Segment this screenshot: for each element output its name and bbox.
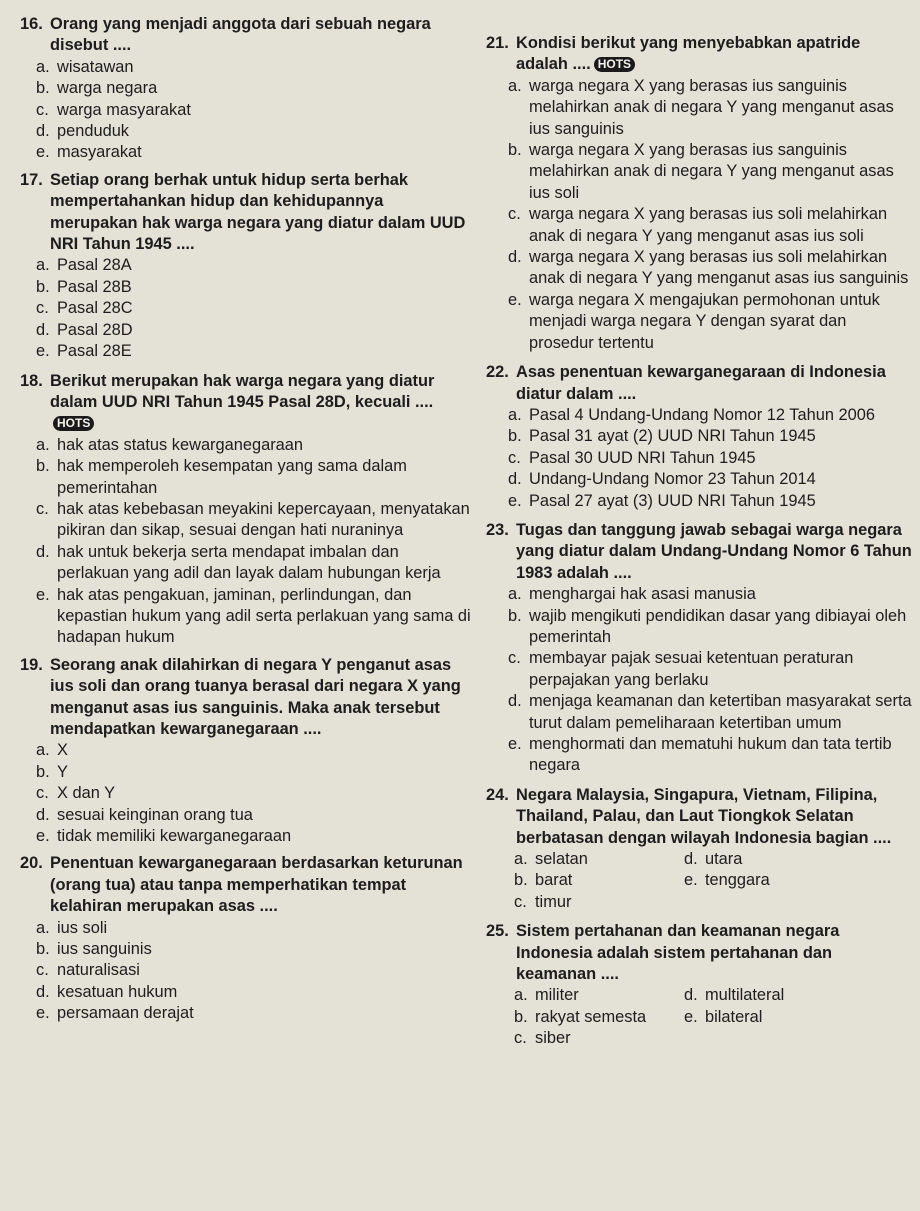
question-18	[20, 371, 472, 649]
question-text: Kondisi berikut yang menyebabkan apatride adalah ....	[516, 34, 861, 74]
hots-badge: HOTS	[53, 416, 94, 431]
option-b[interactable]: b. Y	[36, 762, 68, 781]
option-d[interactable]: d. hak untuk bekerja serta mendapat imbalan dan perlakuan yang adil dan layak dalam hubungan kerja	[36, 542, 441, 583]
option-c[interactable]: c. hak atas kebebasan meyakini kepercayaan, menyatakan pikiran dan sikap, sesuai dengan hati nuraninya	[36, 499, 470, 540]
question-16	[20, 14, 472, 164]
options-grid	[486, 985, 912, 1049]
question-text: Berikut merupakan hak warga negara yang diatur dalam UUD NRI Tahun 1945 Pasal 28D, kecuali ....	[50, 371, 435, 411]
option-e[interactable]: e. tenggara	[684, 871, 770, 890]
question-number: 24.	[486, 785, 509, 804]
question-24	[486, 785, 912, 913]
question-number: 18.	[20, 371, 43, 390]
hots-badge: HOTS	[594, 57, 635, 72]
option-e[interactable]: e. Pasal 27 ayat (3) UUD NRI Tahun 1945	[508, 491, 816, 510]
option-d[interactable]: d. Undang-Undang Nomor 23 Tahun 2014	[508, 470, 816, 489]
option-a[interactable]: a. X	[36, 741, 68, 760]
question-number: 20.	[20, 854, 43, 873]
option-a[interactable]: a. militer	[514, 986, 579, 1005]
option-a[interactable]: a. hak atas status kewarganegaraan	[36, 435, 304, 454]
question-number: 16.	[20, 15, 43, 33]
option-d[interactable]: d. sesuai keinginan orang tua	[36, 805, 253, 824]
question-text: Setiap orang berhak untuk hidup serta berhak mempertahankan hidup dan kehidupannya merupakan hak warga negara yang diatur dalam UUD NRI Tahun 1945 ....	[50, 170, 466, 254]
question-20	[20, 853, 472, 1024]
option-c[interactable]: c. membayar pajak sesuai ketentuan peraturan perpajakan yang berlaku	[508, 649, 854, 689]
question-text: Penentuan kewarganegaraan berdasarkan keturunan (orang tua) atau tanpa memperhatikan tempat kelahiran merupakan asas ....	[50, 854, 463, 916]
option-c[interactable]: c. Pasal 30 UUD NRI Tahun 1945	[508, 448, 756, 467]
option-a[interactable]: a. wisatawan	[36, 57, 134, 76]
option-d[interactable]: d. utara	[684, 850, 743, 869]
option-e[interactable]: e. Pasal 28E	[36, 342, 132, 361]
option-e[interactable]: e. persamaan derajat	[36, 1004, 194, 1023]
question-17	[20, 170, 472, 363]
option-e[interactable]: e. tidak memiliki kewarganegaraan	[36, 827, 292, 846]
option-c[interactable]: c. siber	[514, 1029, 571, 1048]
option-a[interactable]: a. Pasal 28A	[36, 256, 132, 275]
option-a[interactable]: a. ius soli	[36, 918, 108, 937]
question-25	[486, 921, 912, 1049]
question-text: Asas penentuan kewarganegaraan di Indonesia diatur dalam ....	[516, 363, 886, 403]
option-b[interactable]: b. Pasal 31 ayat (2) UUD NRI Tahun 1945	[508, 427, 816, 446]
option-c[interactable]: c. warga negara X yang berasas ius soli melahirkan anak di negara Y yang menganut asas ius soli	[508, 205, 888, 245]
option-c[interactable]: c. timur	[514, 892, 572, 911]
question-text: Tugas dan tanggung jawab sebagai warga negara yang diatur dalam Undang-Undang Nomor 6 Tahun 1983 adalah ....	[516, 520, 912, 582]
left-column	[20, 8, 472, 1025]
question-number: 21.	[486, 34, 509, 52]
option-d[interactable]: d. kesatuan hukum	[36, 982, 178, 1001]
option-d[interactable]: d. menjaga keamanan dan ketertiban masyarakat serta turut dalam pemeliharaan ketertiban umum	[508, 692, 912, 732]
question-text: Sistem pertahanan dan keamanan negara Indonesia adalah sistem pertahanan dan keamanan ....	[516, 922, 840, 984]
option-e[interactable]: e. bilateral	[684, 1007, 763, 1026]
option-b[interactable]: b. rakyat semesta	[514, 1007, 647, 1026]
option-c[interactable]: c. naturalisasi	[36, 961, 140, 980]
option-b[interactable]: b. barat	[514, 871, 573, 890]
option-c[interactable]: c. Pasal 28C	[36, 299, 133, 318]
question-text: Orang yang menjadi anggota dari sebuah negara disebut ....	[50, 15, 431, 55]
option-b[interactable]: b. hak memperoleh kesempatan yang sama dalam pemerintahan	[36, 457, 407, 497]
options-grid	[486, 849, 912, 913]
option-d[interactable]: d. warga negara X yang berasas ius soli melahirkan anak di negara Y yang menganut asas ius sanguinis	[508, 248, 909, 288]
question-text: Negara Malaysia, Singapura, Vietnam, Filipina, Thailand, Palau, dan Laut Tiongkok Selatan berbatasan dengan wilayah Indonesia bagian ....	[516, 785, 892, 847]
option-e[interactable]: e. hak atas pengakuan, jaminan, perlindungan, dan kepastian hukum yang adil serta perlakuan yang sama di hadapan hukum	[36, 585, 471, 647]
option-a[interactable]: a. Pasal 4 Undang-Undang Nomor 12 Tahun 2006	[508, 405, 875, 424]
option-b[interactable]: b. ius sanguinis	[36, 940, 152, 959]
option-b[interactable]: b. wajib mengikuti pendidikan dasar yang dibiayai oleh pemerintah	[508, 606, 907, 646]
option-e[interactable]: e. masyarakat	[36, 143, 142, 162]
option-e[interactable]: e. menghormati dan mematuhi hukum dan tata tertib negara	[508, 735, 892, 775]
option-d[interactable]: d. Pasal 28D	[36, 320, 133, 339]
question-number: 19.	[20, 655, 43, 674]
option-b[interactable]: b. warga negara	[36, 79, 158, 98]
question-text: Seorang anak dilahirkan di negara Y penganut asas ius soli dan orang tuanya berasal dari negara X yang menganut asas ius sanguinis. Maka anak tersebut mendapatkan kewarganegaraan ....	[50, 655, 461, 738]
question-21	[486, 33, 912, 354]
question-number: 23.	[486, 520, 509, 539]
question-19	[20, 655, 472, 848]
option-c[interactable]: c. X dan Y	[36, 784, 116, 803]
question-number: 17.	[20, 170, 43, 189]
option-d[interactable]: d. penduduk	[36, 122, 130, 141]
option-b[interactable]: b. warga negara X yang berasas ius sanguinis melahirkan anak di negara Y yang menganut asas ius soli	[508, 141, 894, 202]
question-23	[486, 520, 912, 777]
question-number: 25.	[486, 922, 509, 941]
option-a[interactable]: a. menghargai hak asasi manusia	[508, 585, 756, 604]
option-d[interactable]: d. multilateral	[684, 986, 785, 1005]
option-a[interactable]: a. warga negara X yang berasas ius sanguinis melahirkan anak di negara Y yang menganut asas ius sanguinis	[508, 76, 894, 138]
option-a[interactable]: a. selatan	[514, 850, 588, 869]
question-number: 22.	[486, 363, 509, 382]
option-b[interactable]: b. Pasal 28B	[36, 277, 132, 296]
option-e[interactable]: e. warga negara X mengajukan permohonan untuk menjadi warga negara Y dengan syarat dan prosedur tertentu	[508, 290, 880, 352]
option-c[interactable]: c. warga masyarakat	[36, 100, 191, 119]
right-column	[486, 8, 912, 1050]
question-22	[486, 362, 912, 512]
